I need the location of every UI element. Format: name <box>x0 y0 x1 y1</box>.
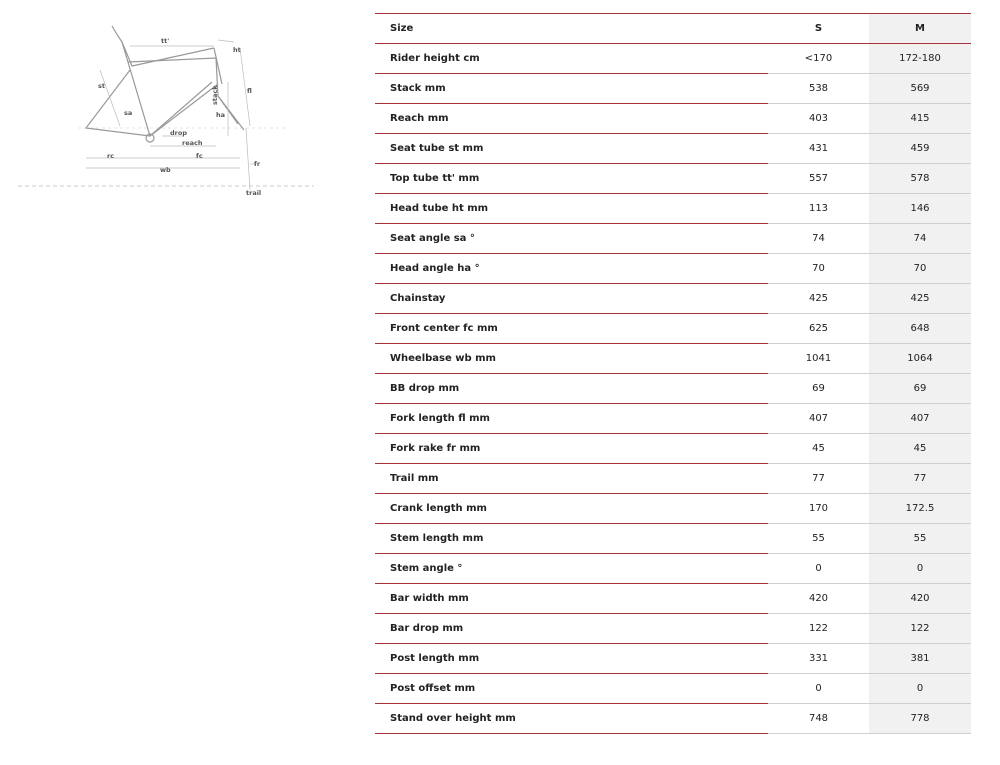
row-value-s: 0 <box>768 674 869 704</box>
diagram-label-wb: wb <box>160 166 171 174</box>
table-header-row <box>375 14 971 44</box>
diagram-label-trail: trail <box>246 189 262 197</box>
table-row <box>375 614 971 644</box>
row-value-s: 407 <box>768 404 869 434</box>
row-value-s: 625 <box>768 314 869 344</box>
table-row <box>375 434 971 464</box>
diagram-label-sa: sa <box>124 109 133 117</box>
row-label: Stand over height mm <box>375 704 768 734</box>
row-value-s: 420 <box>768 584 869 614</box>
row-value-s: 70 <box>768 254 869 284</box>
row-value-m: 459 <box>869 134 971 164</box>
diagram-label-tt: tt' <box>161 37 170 45</box>
row-value-m: 420 <box>869 584 971 614</box>
row-value-m: 69 <box>869 374 971 404</box>
table-row <box>375 104 971 134</box>
table-row <box>375 344 971 374</box>
table-row <box>375 74 971 104</box>
row-value-m: 74 <box>869 224 971 254</box>
table-row <box>375 644 971 674</box>
row-value-m: 778 <box>869 704 971 734</box>
diagram-label-stack: stack <box>211 85 219 105</box>
row-label: Stem length mm <box>375 524 768 554</box>
row-label: Stack mm <box>375 74 768 104</box>
table-row <box>375 284 971 314</box>
table-row <box>375 134 971 164</box>
row-label: Stem angle ° <box>375 554 768 584</box>
row-value-m: 425 <box>869 284 971 314</box>
diagram-label-ht: ht <box>233 46 241 54</box>
row-value-s: 538 <box>768 74 869 104</box>
table-row <box>375 374 971 404</box>
row-label: Chainstay <box>375 284 768 314</box>
row-value-m: 55 <box>869 524 971 554</box>
row-value-m: 648 <box>869 314 971 344</box>
diagram-label-ha: ha <box>216 111 226 119</box>
row-value-s: 55 <box>768 524 869 554</box>
row-value-s: 0 <box>768 554 869 584</box>
header-size-s: S <box>768 14 869 44</box>
row-value-m: 1064 <box>869 344 971 374</box>
row-label: Rider height cm <box>375 44 768 74</box>
row-value-s: 431 <box>768 134 869 164</box>
frame-geometry-diagram <box>18 18 314 202</box>
row-label: Post length mm <box>375 644 768 674</box>
table-row <box>375 404 971 434</box>
row-label: Crank length mm <box>375 494 768 524</box>
row-label: Head tube ht mm <box>375 194 768 224</box>
row-value-m: 45 <box>869 434 971 464</box>
row-label: Fork length fl mm <box>375 404 768 434</box>
row-value-m: 407 <box>869 404 971 434</box>
row-label: Bar width mm <box>375 584 768 614</box>
table-row <box>375 164 971 194</box>
diagram-label-fr: fr <box>254 160 261 168</box>
dimension-lines <box>86 40 256 190</box>
row-value-m: 0 <box>869 554 971 584</box>
table-body <box>375 44 971 734</box>
row-value-s: 170 <box>768 494 869 524</box>
row-value-m: 578 <box>869 164 971 194</box>
row-value-m: 172.5 <box>869 494 971 524</box>
row-value-m: 0 <box>869 674 971 704</box>
row-value-m: 569 <box>869 74 971 104</box>
row-value-s: 77 <box>768 464 869 494</box>
row-label: Seat angle sa ° <box>375 224 768 254</box>
table-row <box>375 464 971 494</box>
diagram-label-drop: drop <box>170 129 187 137</box>
table-row <box>375 524 971 554</box>
table-row <box>375 254 971 284</box>
row-value-s: 113 <box>768 194 869 224</box>
row-label: Front center fc mm <box>375 314 768 344</box>
row-label: BB drop mm <box>375 374 768 404</box>
row-value-s: 425 <box>768 284 869 314</box>
row-label: Wheelbase wb mm <box>375 344 768 374</box>
diagram-label-fl: fl <box>247 87 252 95</box>
diagram-label-st: st <box>98 82 105 90</box>
row-value-s: 748 <box>768 704 869 734</box>
row-value-s: 557 <box>768 164 869 194</box>
table-row <box>375 674 971 704</box>
row-value-m: 381 <box>869 644 971 674</box>
diagram-label-reach: reach <box>182 139 203 147</box>
row-value-s: 331 <box>768 644 869 674</box>
table-row <box>375 194 971 224</box>
table-row <box>375 44 971 74</box>
row-value-s: 74 <box>768 224 869 254</box>
row-label: Top tube tt' mm <box>375 164 768 194</box>
table-row <box>375 224 971 254</box>
diagram-label-fc: fc <box>196 152 203 160</box>
table-row <box>375 494 971 524</box>
row-value-s: 1041 <box>768 344 869 374</box>
row-value-m: 77 <box>869 464 971 494</box>
row-label: Reach mm <box>375 104 768 134</box>
row-value-m: 415 <box>869 104 971 134</box>
row-value-s: <170 <box>768 44 869 74</box>
row-label: Seat tube st mm <box>375 134 768 164</box>
row-label: Head angle ha ° <box>375 254 768 284</box>
table-row <box>375 554 971 584</box>
row-label: Trail mm <box>375 464 768 494</box>
row-value-s: 69 <box>768 374 869 404</box>
header-size-m: M <box>869 14 971 44</box>
table-row <box>375 314 971 344</box>
table-row <box>375 704 971 734</box>
row-value-m: 146 <box>869 194 971 224</box>
row-value-s: 45 <box>768 434 869 464</box>
row-label: Fork rake fr mm <box>375 434 768 464</box>
table-row <box>375 584 971 614</box>
header-size: Size <box>375 14 768 44</box>
row-value-m: 172-180 <box>869 44 971 74</box>
geometry-table <box>375 13 971 734</box>
row-value-s: 122 <box>768 614 869 644</box>
row-label: Bar drop mm <box>375 614 768 644</box>
row-value-s: 403 <box>768 104 869 134</box>
row-label: Post offset mm <box>375 674 768 704</box>
row-value-m: 70 <box>869 254 971 284</box>
row-value-m: 122 <box>869 614 971 644</box>
diagram-label-rc: rc <box>107 152 115 160</box>
